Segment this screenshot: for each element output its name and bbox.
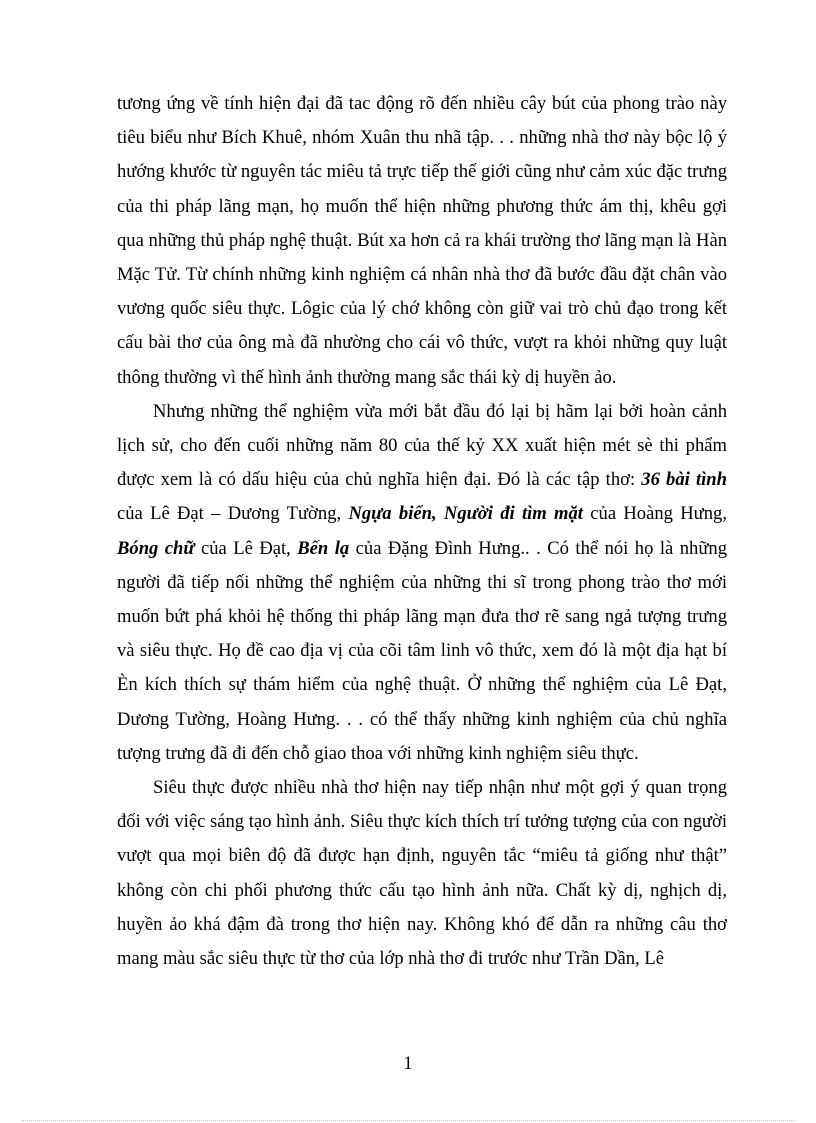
work-title-bong-chu: Bóng chữ (117, 537, 195, 559)
paragraph-2-text-2: của Lê Đạt – Dương Tường, (117, 503, 349, 525)
paragraph-3: Siêu thực được nhiều nhà thơ hiện nay tiếp nhận như một gợi ý quan trọng đối với việc sáng tạo hình ảnh. Siêu thực kích thích trí tưởng tượng của con người vượt qua mọi biên độ đã được hạn định, nguyên tắc “miêu tả giống như thật” không còn chi phối phương thức cấu tạo hình ảnh nữa. Chất kỳ dị, nghịch dị, huyền ảo khá đậm đà trong thơ hiện nay. Không khó để dẫn ra những câu thơ mang màu sắc siêu thực từ thơ của lớp nhà thơ đi trước như Trần Dần, Lê (117, 777, 727, 970)
page-number: 1 (403, 1053, 413, 1074)
paragraph-2-text-5: của Đặng Đình Hưng.. . Có thể nói họ là những người đã tiếp nối những thể nghiệm của những thi sĩ trong phong trào thơ mới muốn bứt phá khỏi hệ thống thi pháp lãng mạn đưa thơ rẽ sang ngả tượng trưng và siêu thực. Họ đề cao địa vị của cõi tâm linh vô thức, xem đó là một địa hạt bí Èn kích thích sự thám hiểm của nghệ thuật. Ở những thể nghiệm của Lê Đạt, Dương Tường, Hoàng Hưng. . . có thể thấy những kinh nghiệm của chủ nghĩa tượng trưng đã đi đến chỗ giao thoa với những kinh nghiệm siêu thực. (117, 537, 727, 764)
work-title-ngua-bien: Ngựa biển, Người đi tìm mặt (348, 503, 583, 525)
work-title-ben-la: Bến lạ (297, 537, 350, 559)
paragraph-1: tương ứng về tính hiện đại đã tac động rõ đến nhiều cây bút của phong trào này tiêu biểu như Bích Khuê, nhóm Xuân thu nhã tập. . . những nhà thơ này bộc lộ ý hướng khước từ nguyên tác miêu tả trực tiếp thế giới cũng như cảm xúc đặc trưng của thi pháp lãng mạn, họ muốn thể hiện những phương thức ám thị, khêu gợi qua những thủ pháp nghệ thuật. Bút xa hơn cả ra khái trường thơ lãng mạn là Hàn Mặc Tử. Từ chính những kinh nghiệm cá nhân nhà thơ đã bước đầu đặt chân vào vương quốc siêu thực. Lôgic của lý chớ không còn giữ vai trò chủ đạo trong kết cấu bài thơ của ông mà đã nhường cho cái vô thức, vượt ra khỏi những quy luật thông thường vì thế hình ảnh thường mang sắc thái kỳ dị huyền ảo. (117, 93, 727, 388)
work-title-36-bai-tinh: 36 bài tình (641, 469, 727, 491)
paragraph-2-text-3: của Hoàng Hưng, (582, 503, 727, 525)
page-bottom-divider (22, 1120, 794, 1121)
body-text (117, 87, 727, 976)
paragraph-2 (117, 395, 727, 771)
paragraph-2-text-1: Nhưng những thể nghiệm vừa mới bắt đầu đó lại bị hãm lại bởi hoàn cảnh lịch sử, cho đến cuối những năm 80 của thế kỷ XX xuất hiện mét sè thi phẩm được xem là có dấu hiệu của chủ nghĩa hiện đại. Đó là các tập thơ: (117, 400, 727, 491)
paragraph-2-text-4: của Lê Đạt, (194, 537, 298, 559)
